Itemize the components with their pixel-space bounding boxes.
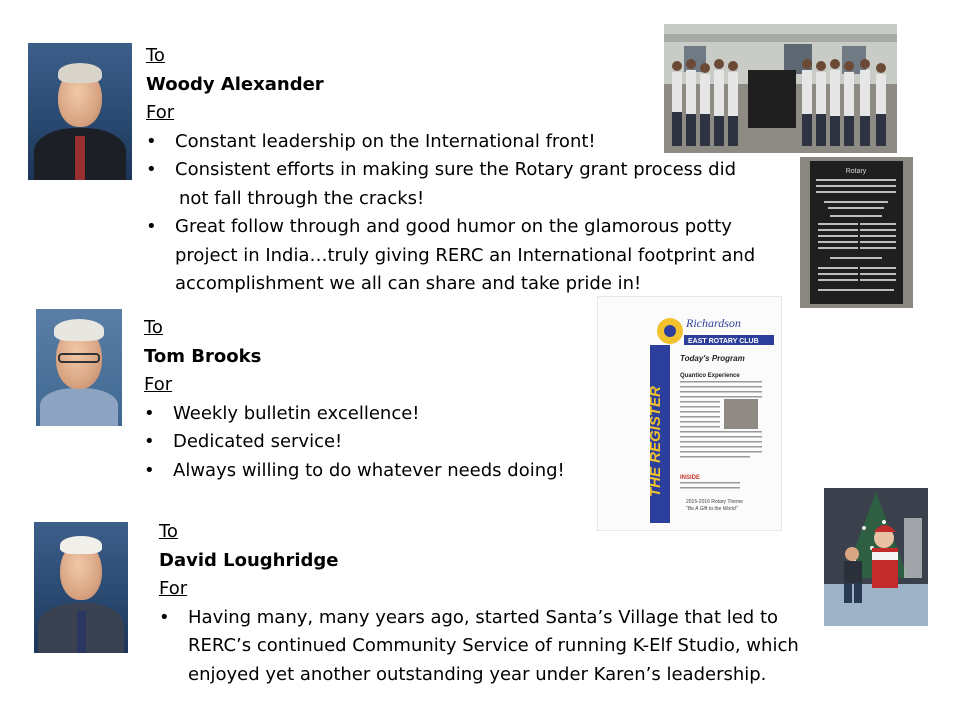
woody-bullet-2-cont: not fall through the cracks! <box>179 187 425 209</box>
bulletin-header-script: Richardson <box>686 316 741 330</box>
bulletin-footer-quote: "Be A Gift to the World" <box>686 506 738 512</box>
tom-bullet-1: • Weekly bulletin excellence! <box>144 400 604 429</box>
woody-alexander-portrait <box>28 43 132 180</box>
david-bullet-1-cont-2: enjoyed yet another outstanding year under Karen’s leadership. <box>188 663 767 685</box>
tom-name: Tom Brooks <box>144 345 262 367</box>
india-group-photo <box>664 24 897 153</box>
david-name: David Loughridge <box>159 549 339 571</box>
woody-for-label: For <box>146 102 175 123</box>
david-for-label: For <box>159 578 188 599</box>
tom-bullet-list <box>144 400 604 486</box>
woody-bullet-3: • Great follow through and good humor on the glamorous potty <box>146 213 806 242</box>
the-register-bulletin <box>597 296 782 531</box>
tom-brooks-portrait <box>36 309 122 426</box>
david-loughridge-recognition <box>159 518 859 689</box>
woody-bullet-2: • Consistent efforts in making sure the Rotary grant process did <box>146 156 806 185</box>
woody-bullet-3-cont-2: accomplishment we all can share and take pride in! <box>175 273 642 294</box>
david-to-label: To <box>159 521 178 542</box>
david-loughridge-portrait <box>34 522 128 653</box>
woody-bullet-3-cont-1: project in India…truly giving RERC an International footprint and <box>175 244 756 266</box>
rotary-plaque-photo <box>800 157 913 308</box>
tom-for-label: For <box>144 374 173 395</box>
bulletin-footer: 2015-2016 Rotary Theme <box>686 499 743 505</box>
bulletin-program-sub: Quantico Experience <box>680 373 740 379</box>
david-bullet-1-cont-1: RERC’s continued Community Service of running K-Elf Studio, which <box>188 635 799 656</box>
tom-bullet-2: • Dedicated service! <box>144 428 604 457</box>
woody-to-label: To <box>146 45 165 66</box>
david-bullet-1: • Having many, many years ago, started Santa’s Village that led to <box>159 604 859 633</box>
david-bullet-list <box>159 604 859 690</box>
woody-bullet-1: • Constant leadership on the International front! <box>146 128 806 157</box>
bulletin-header-club: EAST ROTARY CLUB <box>688 338 759 345</box>
santa-village-photo <box>824 488 928 626</box>
bulletin-inside-label: INSIDE <box>680 475 701 481</box>
woody-name: Woody Alexander <box>146 73 324 95</box>
woody-bullet-list <box>146 128 806 299</box>
tom-bullet-3: • Always willing to do whatever needs doing! <box>144 457 604 486</box>
bulletin-program-title: Today's Program <box>680 354 745 363</box>
plaque-header: Rotary <box>845 168 867 175</box>
tom-brooks-recognition <box>144 314 604 485</box>
tom-to-label: To <box>144 317 163 338</box>
bulletin-side-text: THE REGISTER <box>647 386 664 497</box>
